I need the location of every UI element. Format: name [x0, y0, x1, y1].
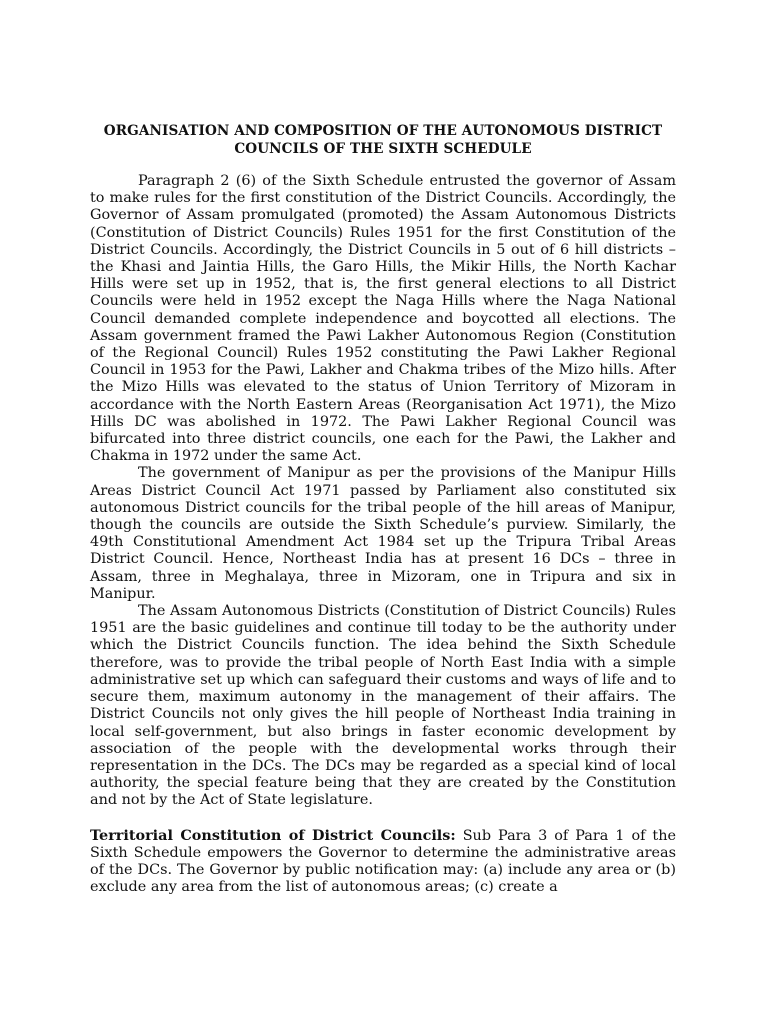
paragraph-2: The government of Manipur as per the provisions of the Manipur Hills Areas District Council Act 1971 passed by Parliament also constituted six autonomous District councils for the tribal people of the hill areas of Manipur, though the councils are outside the Sixth Schedule’s purview. Similarly, the 49th Constitutional Amendment Act 1984 set up the Tripura Tribal Areas District Council. Hence, Northeast India has at present 16 DCs – three in Assam, three in Meghalaya, three in Mizoram, one in Tripura and six in Manipur.: [90, 465, 676, 602]
document-body: [90, 173, 676, 896]
paragraph-1: Paragraph 2 (6) of the Sixth Schedule entrusted the governor of Assam to make rules for the first constitution of the District Councils. Accordingly, the Governor of Assam promulgated (promoted) the Assam Autonomous Districts (Constitution of District Councils) Rules 1951 for the first Constitution of the District Councils. Accordingly, the District Councils in 5 out of 6 hill districts – the Khasi and Jaintia Hills, the Garo Hills, the Mikir Hills, the North Kachar Hills were set up in 1952, that is, the first general elections to all District Councils were held in 1952 except the Naga Hills where the Naga National Council demanded complete independence and boycotted all elections. The Assam government framed the Pawi Lakher Autonomous Region (Constitution of the Regional Council) Rules 1952 constituting the Pawi Lakher Regional Council in 1953 for the Pawi, Lakher and Chakma tribes of the Mizo hills. After the Mizo Hills was elevated to the status of Union Territory of Mizoram in accordance with the North Eastern Areas (Reorganisation Act 1971), the Mizo Hills DC was abolished in 1972. The Pawi Lakher Regional Council was bifurcated into three district councils, one each for the Pawi, the Lakher and Chakma in 1972 under the same Act.: [90, 173, 676, 465]
section-heading: Territorial Constitution of District Councils:: [90, 826, 456, 844]
paragraph-3: The Assam Autonomous Districts (Constitution of District Councils) Rules 1951 are the basic guidelines and continue till today to be the authority under which the District Councils function. The idea behind the Sixth Schedule therefore, was to provide the tribal people of North East India with a simple administrative set up which can safeguard their customs and ways of life and to secure them, maximum autonomy in the management of their affairs. The District Councils not only gives the hill people of Northeast India training in local self-government, but also brings in faster economic development by association of the people with the developmental works through their representation in the DCs. The DCs may be regarded as a special kind of local authority, the special feature being that they are created by the Constitution and not by the Act of State legislature.: [90, 603, 676, 809]
document-title: ORGANISATION AND COMPOSITION OF THE AUTONOMOUS DISTRICT COUNCILS OF THE SIXTH SCHEDULE: [103, 123, 663, 157]
section-paragraph: [90, 827, 676, 897]
section-text: Sub Para 3 of Para 1 of the Sixth Schedule empowers the Governor to determine the administrative areas of the DCs. The Governor by public notification may: (a) include any area or (b) exclude any area from the list of autonomous areas; (c) create a: [90, 827, 676, 896]
